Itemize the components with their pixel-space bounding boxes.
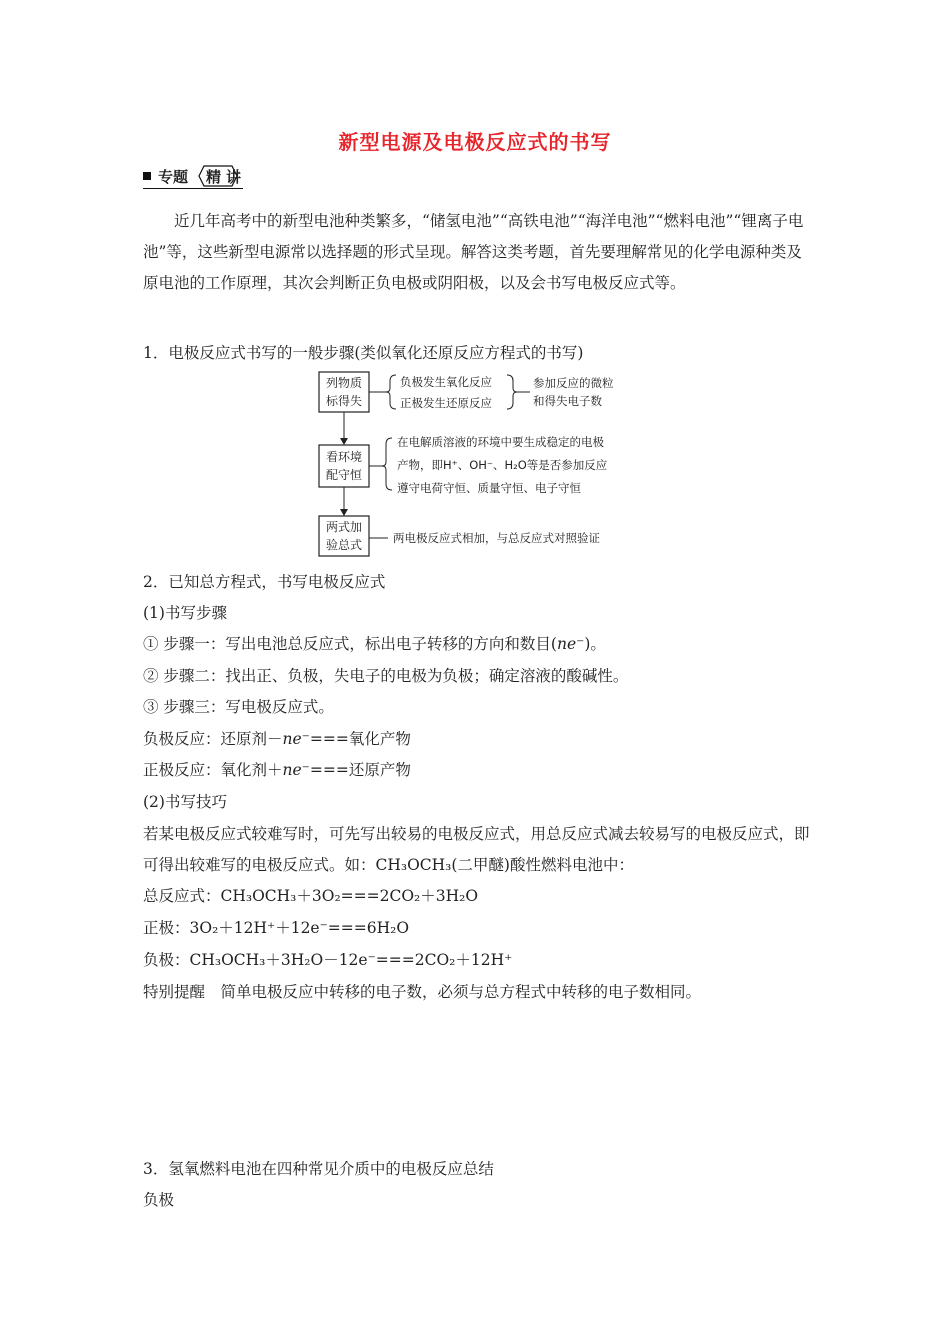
special-reminder: 特别提醒 简单电极反应中转移的电子数，必须与总方程式中转移的电子数相同。 <box>143 983 702 1001</box>
flow-box-1-item-2: 正极发生还原反应 <box>400 396 492 410</box>
flow-box-2-line2: 配守恒 <box>325 468 363 482</box>
subsection-1-heading: (1)书写步骤 <box>143 604 227 622</box>
page-title: 新型电源及电极反应式的书写 <box>338 130 612 154</box>
steps-flowchart <box>300 368 650 558</box>
negative-equation: 负极：CH₃OCH₃＋3H₂O－12e⁻===2CO₂＋12H⁺ <box>143 951 513 969</box>
step-2: ② 步骤二：找出正、负极，失电子的电极为负极；确定溶液的酸碱性。 <box>143 667 629 685</box>
subsection-2-heading: (2)书写技巧 <box>143 793 227 811</box>
step-1-end: ⁻)。 <box>576 635 606 653</box>
pos-ne: ne <box>282 761 302 779</box>
flow-box-1-note-1: 参加反应的微粒 <box>533 376 614 390</box>
step-3: ③ 步骤三：写电极反应式。 <box>143 698 334 716</box>
pos-end: ⁻===还原产物 <box>301 761 411 779</box>
banner-prefix: 专题 <box>158 168 189 186</box>
flow-box-1-line2: 标得失 <box>325 394 363 408</box>
negative-electrode-label: 负极 <box>143 1191 175 1209</box>
negative-reaction-rule <box>143 727 411 749</box>
square-bullet-icon <box>143 172 151 180</box>
step-1-text: ① 步骤一：写出电池总反应式，标出电子转移的方向和数目( <box>143 635 557 653</box>
flow-box-2-text-2: 产物，即H⁺、OH⁻、H₂O等是否参加反应 <box>397 458 608 472</box>
step-1-ne: ne <box>556 635 577 653</box>
tip-paragraph: 若某电极反应式较难写时，可先写出较易的电极反应式，用总反应式减去较易写的电极反应式，即可得出较难写的电极反应式。如：CH₃OCH₃(二甲醚)酸性燃料电池中： <box>143 825 810 874</box>
pos-text: 正极反应：氧化剂＋ <box>143 761 283 779</box>
flow-box-2-text-3: 遵守电荷守恒、质量守恒、电子守恒 <box>397 481 581 495</box>
flow-box-3-line2: 验总式 <box>325 538 363 552</box>
flow-box-3-line1: 两式加 <box>325 520 363 534</box>
section-2-heading: 2．已知总方程式，书写电极反应式 <box>143 573 386 591</box>
flow-box-1-item-1: 负极发生氧化反应 <box>400 375 492 389</box>
flow-box-2-text-1: 在电解质溶液的环境中要生成稳定的电极 <box>397 435 604 449</box>
banner-suffix: 讲 <box>226 168 242 186</box>
flow-box-1-line1: 列物质 <box>325 376 363 390</box>
neg-ne: ne <box>282 730 302 748</box>
intro-paragraph: 近几年高考中的新型电池种类繁多，“储氢电池”“高铁电池”“海洋电池”“燃料电池”“锂离子电池”等，这些新型电源常以选择题的形式呈现。解答这类考题，首先要理解常见的化学电源种类及原电池的工作原理，其次会判断正负电极或阴阳极，以及会书写电极反应式等。 <box>143 212 804 292</box>
positive-reaction-rule <box>143 758 411 780</box>
neg-text: 负极反应：还原剂－ <box>143 730 283 748</box>
total-equation: 总反应式：CH₃OCH₃＋3O₂===2CO₂＋3H₂O <box>143 887 479 905</box>
flow-box-1-note-2: 和得失电子数 <box>533 394 602 408</box>
neg-end: ⁻===氧化产物 <box>301 730 411 748</box>
section-banner <box>143 163 248 189</box>
section-3-heading: 3．氢氧燃料电池在四种常见介质中的电极反应总结 <box>143 1160 494 1178</box>
flow-box-3-text: 两电极反应式相加，与总反应式对照验证 <box>393 531 600 545</box>
section-1-heading: 1．电极反应式书写的一般步骤(类似氧化还原反应方程式的书写) <box>143 344 584 362</box>
banner-underline <box>143 188 243 189</box>
flow-box-2-line1: 看环境 <box>325 450 363 464</box>
step-1 <box>143 632 606 654</box>
positive-equation: 正极：3O₂＋12H⁺＋12e⁻===6H₂O <box>143 919 410 937</box>
banner-boxed: 精 <box>206 168 222 186</box>
